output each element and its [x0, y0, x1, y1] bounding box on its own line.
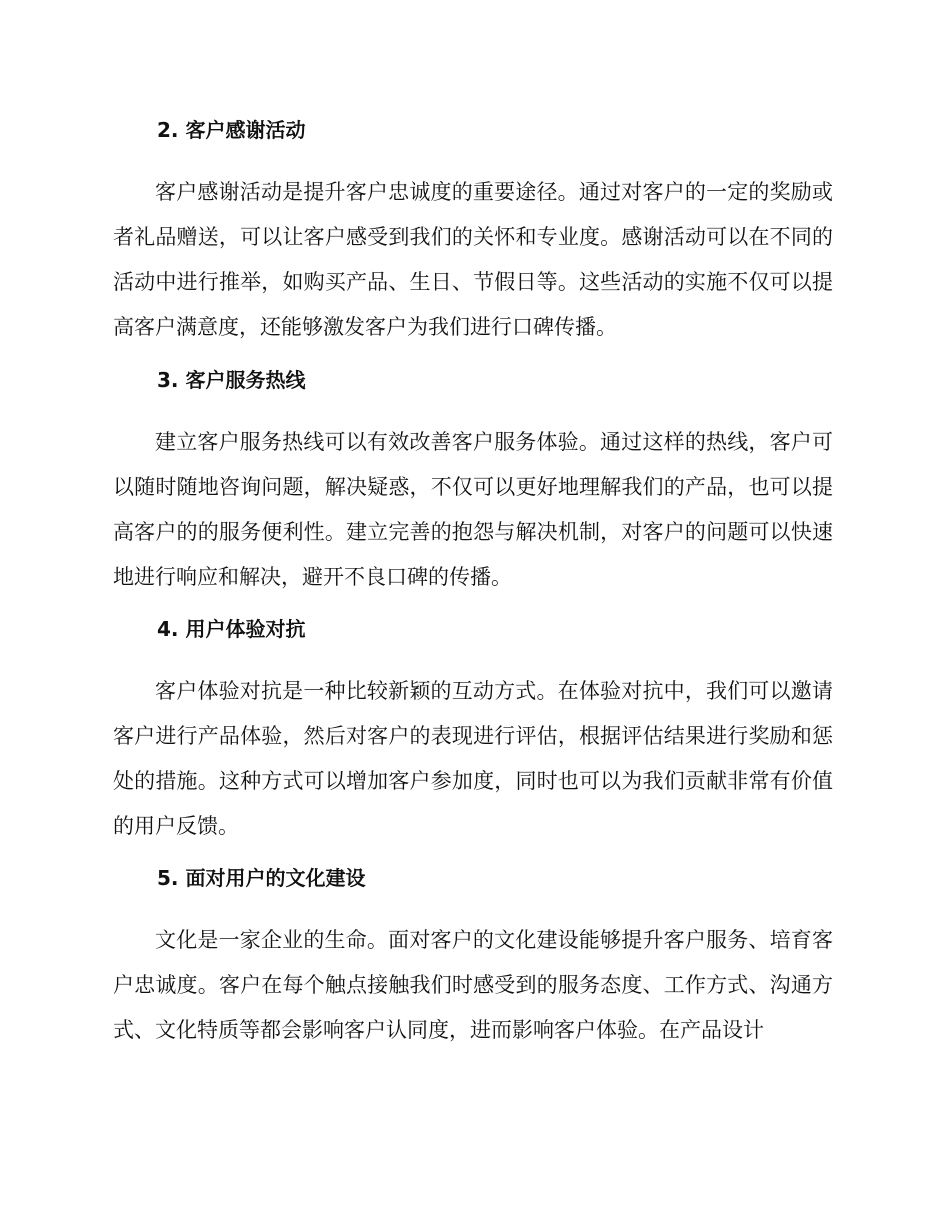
- section-heading: 3. 客户服务热线: [157, 368, 306, 392]
- section-paragraph: 客户体验对抗是一种比较新颖的互动方式。在体验对抗中，我们可以邀请客户进行产品体验，然后对客户的表现进行评估，根据评估结果进行奖励和惩处的措施。这种方式可以增加客户参加度，同时也可以为我们贡献非常有价值的用户反馈。: [113, 679, 833, 838]
- section-paragraph: 建立客户服务热线可以有效改善客户服务体验。通过这样的热线，客户可以随时随地咨询问题，解决疑惑，不仅可以更好地理解我们的产品，也可以提高客户的的服务便利性。建立完善的抱怨与解决机制，对客户的问题可以快速地进行响应和解决，避开不良口碑的传播。: [113, 430, 833, 589]
- section-heading: 2. 客户感谢活动: [157, 118, 306, 142]
- section-paragraph: 文化是一家企业的生命。面对客户的文化建设能够提升客户服务、培育客户忠诚度。客户在每个触点接触我们时感受到的服务态度、工作方式、沟通方式、文化特质等都会影响客户认同度，进而影响客户体验。在产品设计: [113, 928, 833, 1042]
- section-heading: 5. 面对用户的文化建设: [157, 866, 366, 890]
- section-heading: 4. 用户体验对抗: [157, 617, 306, 641]
- section-paragraph: 客户感谢活动是提升客户忠诚度的重要途径。通过对客户的一定的奖励或者礼品赠送，可以让客户感受到我们的关怀和专业度。感谢活动可以在不同的活动中进行推举，如购买产品、生日、节假日等。这些活动的实施不仅可以提高客户满意度，还能够激发客户为我们进行口碑传播。: [113, 180, 833, 339]
